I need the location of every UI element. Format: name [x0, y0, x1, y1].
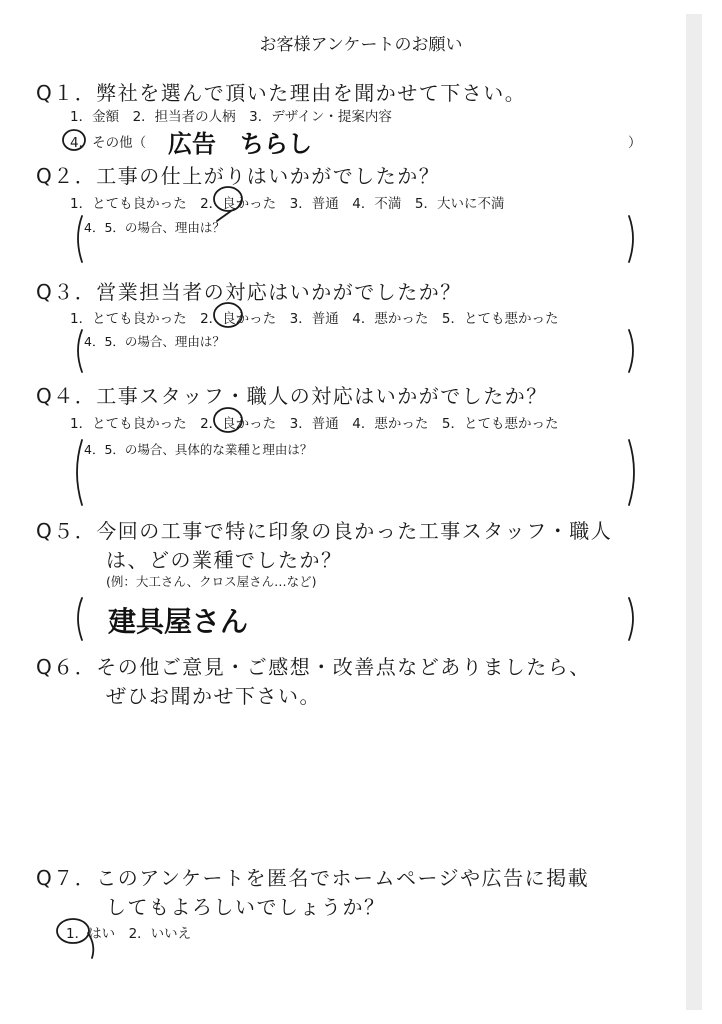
q1-other-close: ）: [628, 135, 642, 151]
q6-question-line1: Q６．その他ご意見・ご感想・改善点などありましたら、: [36, 655, 591, 679]
q2-left-bracket: [78, 216, 82, 262]
q4-note: 4．5．の場合、具体的な業種と理由は？: [84, 442, 313, 457]
q5-question-line1: Q５．今回の工事で特に印象の良かった工事スタッフ・職人: [36, 519, 613, 543]
q2-note: 4．5．の場合、理由は？: [84, 220, 225, 235]
q7-question-line2: してもよろしいでしょうか？: [106, 895, 386, 919]
q5-left-bracket: [78, 598, 82, 640]
q3-right-bracket: [629, 330, 633, 372]
q1-other-label: 4．その他（: [70, 135, 147, 151]
q4-right-bracket: [629, 440, 634, 505]
q3-note: 4．5．の場合、理由は？: [84, 334, 225, 349]
q2-options: 1．とても良かった 2．良かった 3．普通 4．不満 5．大いに不満: [70, 196, 505, 212]
q6-question-line2: ぜひお聞かせ下さい。: [106, 684, 321, 708]
q1-options: 1．金額 2．担当者の人柄 3．デザイン・提案内容: [70, 109, 392, 125]
q5-handwritten-answer: 建具屋さん: [108, 605, 249, 638]
q2-question: Q２．工事の仕上がりはいかがでしたか？: [36, 164, 441, 188]
q1-question: Q１．弊社を選んで頂いた理由を聞かせて下さい。: [36, 81, 527, 105]
q7-question-line1: Q７．このアンケートを匿名でホームページや広告に掲載: [36, 866, 590, 890]
q3-left-bracket: [78, 330, 82, 372]
q4-left-bracket: [77, 440, 82, 505]
q5-question-line2: は、どの業種でしたか？: [106, 548, 343, 572]
scan-edge: [686, 14, 702, 1010]
q4-options: 1．とても良かった 2．良かった 3．普通 4．悪かった 5．とても悪かった: [70, 416, 559, 432]
q3-options: 1．とても良かった 2．良かった 3．普通 4．悪かった 5．とても悪かった: [70, 311, 559, 327]
q5-right-bracket: [629, 598, 633, 640]
q1-handwritten-answer: 広告 ちらし: [168, 129, 312, 158]
q2-right-bracket: [629, 216, 633, 262]
q4-question: Q４．工事スタッフ・職人の対応はいかがでしたか？: [36, 384, 548, 408]
page-title: お客様アンケートのお願い: [259, 35, 463, 55]
q5-example: (例：大工さん、クロス屋さん…など): [106, 574, 317, 589]
q3-question: Q３．営業担当者の対応はいかがでしたか？: [36, 280, 462, 304]
q7-options: 1．はい 2．いいえ: [66, 926, 192, 942]
